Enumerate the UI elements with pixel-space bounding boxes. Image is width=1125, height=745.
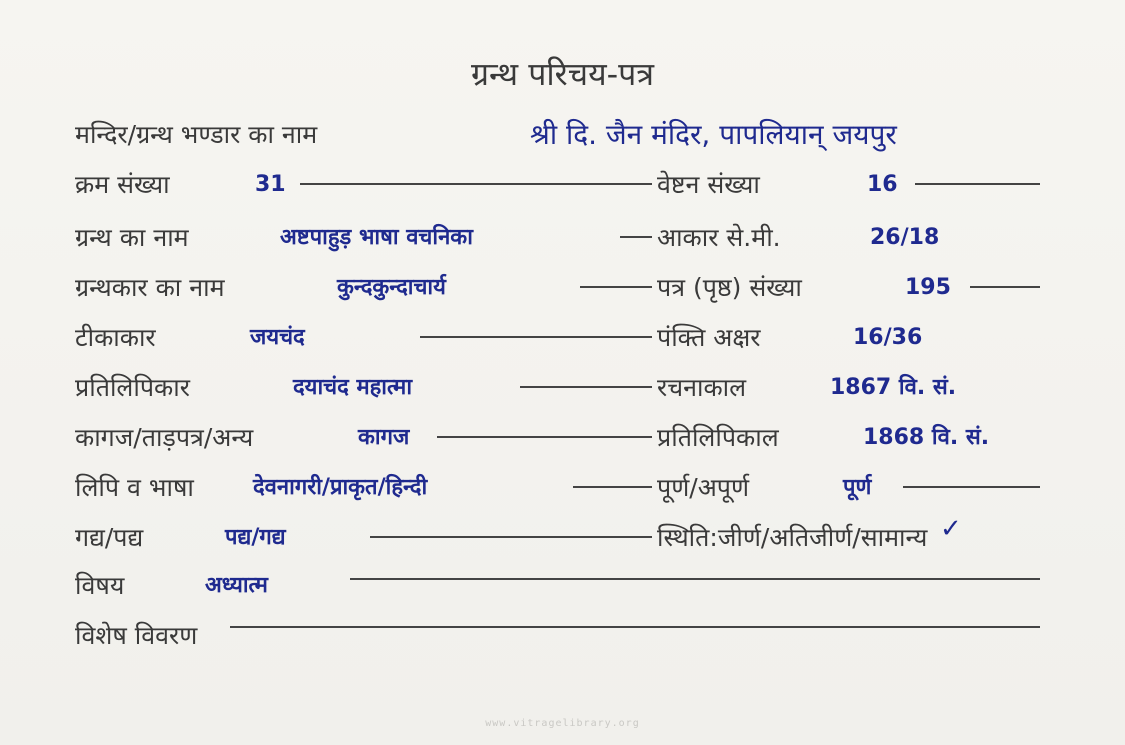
size-label: आकार से.मी. [657,223,781,252]
author-label: ग्रन्थकार का नाम [75,273,225,302]
row-serial [75,165,1040,205]
serial-line [300,183,652,185]
prose-verse-label: गद्य/पद्य [75,523,144,552]
complete-value: पूर्ण [843,475,872,500]
card-title: ग्रन्थ परिचय-पत्र [470,55,655,93]
commentator-value: जयचंद [250,325,305,350]
bundle-line [915,183,1040,185]
material-label: कागज/ताड़पत्र/अन्य [75,423,254,452]
commentator-label: टीकाकार [75,323,156,352]
row-script-language [75,468,1040,508]
pages-value: 195 [905,275,951,300]
bundle-label: वेष्टन संख्या [657,170,760,199]
prose-verse-value: पद्य/गद्य [225,525,286,550]
row-commentator [75,318,1040,358]
details-label: विशेष विवरण [75,621,198,650]
composition-label: रचनाकाल [657,373,747,402]
subject-label: विषय [75,571,125,600]
details-line [230,626,1040,628]
pages-line [970,286,1040,288]
script-line [573,486,652,488]
row-material [75,418,1040,458]
complete-label: पूर्ण/अपूर्ण [657,473,750,502]
serial-label: क्रम संख्या [75,170,170,199]
script-value: देवनागरी/प्राकृत/हिन्दी [253,475,428,500]
serial-value: 31 [255,172,286,197]
copy-period-label: प्रतिलिपिकाल [657,423,779,452]
material-line [437,436,652,438]
commentator-line [420,336,652,338]
watermark-url: www.vitragelibrary.org [485,718,640,729]
line-chars-value: 16/36 [853,325,923,350]
copier-line [520,386,652,388]
prose-verse-line [370,536,652,538]
condition-check-icon: ✓ [940,514,962,544]
row-temple-name [75,115,1040,155]
author-line [580,286,652,288]
temple-value: श्री दि. जैन मंदिर, पापलियान् जयपुर [530,118,897,151]
subject-line [350,578,1040,580]
temple-label: मन्दिर/ग्रन्थ भण्डार का नाम [75,120,318,149]
book-name-line [620,236,652,238]
complete-line [903,486,1040,488]
row-author [75,268,1040,308]
copier-value: दयाचंद महात्मा [293,375,413,400]
row-book-name [75,218,1040,258]
condition-label: स्थिति:जीर्ण/अतिजीर्ण/सामान्य [657,523,928,552]
row-details [75,616,1040,656]
bundle-value: 16 [867,172,898,197]
copier-label: प्रतिलिपिकार [75,373,190,402]
subject-value: अध्यात्म [205,573,268,598]
copy-period-value: 1868 वि. सं. [863,425,990,450]
row-subject [75,566,1040,606]
pages-label: पत्र (पृष्ठ) संख्या [657,273,802,302]
material-value: कागज [358,425,410,450]
book-name-label: ग्रन्थ का नाम [75,223,189,252]
row-copier [75,368,1040,408]
line-chars-label: पंक्ति अक्षर [657,323,761,352]
book-name-value: अष्टपाहुड़ भाषा वचनिका [280,225,473,250]
composition-value: 1867 वि. सं. [830,375,957,400]
row-prose-verse [75,514,1040,558]
script-label: लिपि व भाषा [75,473,194,502]
author-value: कुन्दकुन्दाचार्य [337,275,446,300]
size-value: 26/18 [870,225,940,250]
